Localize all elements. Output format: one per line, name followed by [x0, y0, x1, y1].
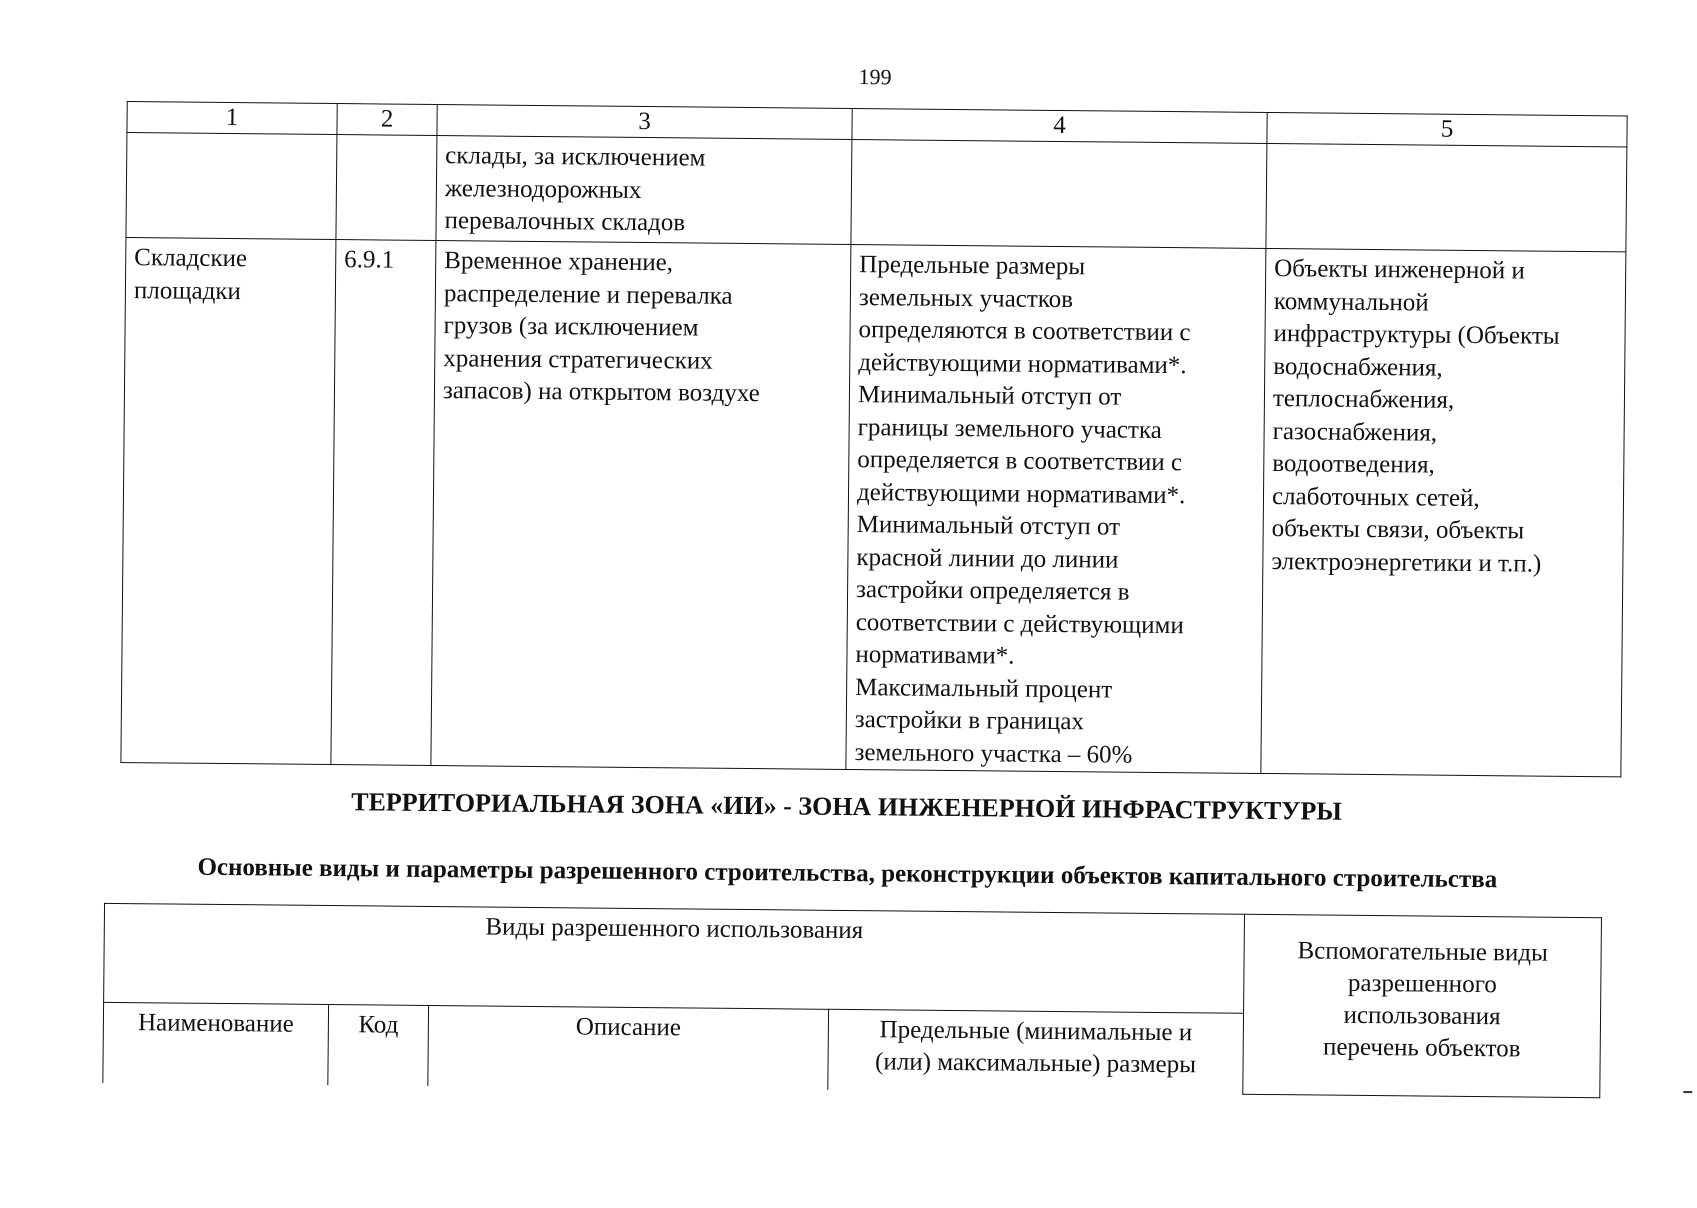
land-use-table — [120, 101, 1627, 777]
page-number: 199 — [858, 64, 892, 90]
cell-description: склады, за исключением железнодорожных перевалочных складов — [436, 136, 852, 245]
section-title: Основные виды и параметры разрешенного строительства, реконструкции объектов капитального строительства — [197, 853, 1498, 894]
column-number-1: 1 — [127, 102, 337, 135]
parameters-column-header: Предельные (минимальные и (или) максимальные) размеры — [828, 1009, 1244, 1093]
scan-edge-mark — [1683, 1091, 1692, 1093]
code-column-header: Код — [328, 1005, 429, 1086]
cell-code — [336, 135, 437, 241]
cell-name: Складские площадки — [121, 238, 336, 765]
table-header-row-group — [104, 903, 1602, 1016]
description-column-header: Описание — [428, 1005, 829, 1089]
column-number-4: 4 — [852, 108, 1267, 143]
column-number-5: 5 — [1267, 112, 1627, 146]
column-number-3: 3 — [437, 105, 852, 140]
table-row-continued — [126, 133, 1627, 252]
objects-list-label: перечень объектов — [1322, 1033, 1521, 1063]
cell-code: 6.9.1 — [331, 240, 436, 766]
auxiliary-uses-label: Вспомогательные виды разрешенного использования — [1297, 937, 1548, 1031]
cell-parameters: Предельные размеры земельных участков определяются в соответствии с действующими нормативами*. Минимальный отступ от границы земельного участка определяется в соответствии с действующими нормативами*. Минимальный отступ от красной линии до линии застройки определяется в соответствии с действующими нормативами*. Максимальный процент застройки в границах земельного участка – 60% — [846, 244, 1266, 773]
name-column-header: Наименование — [103, 1002, 329, 1085]
zone-title: ТЕРРИТОРИАЛЬНАЯ ЗОНА «ИИ» - ЗОНА ИНЖЕНЕРНОЙ ИНФРАСТРУКТУРЫ — [351, 787, 1342, 826]
cell-parameters — [851, 139, 1267, 248]
table-row-storage-areas — [121, 238, 1626, 777]
auxiliary-uses-header — [1243, 914, 1602, 1097]
cell-name — [126, 133, 337, 240]
zone-usage-table — [102, 903, 1602, 1098]
cell-description: Временное хранение, распределение и перевалка грузов (за исключением хранения стратегических запасов) на открытом воздухе — [431, 241, 851, 770]
cell-auxiliary: Объекты инженерной и коммунальной инфраструктуры (Объекты водоснабжения, теплоснабжения, газоснабжения, водоотведения, слаботочных сетей, объекты связи, объекты электроэнергетики и т.п.) — [1261, 248, 1626, 776]
permitted-uses-header: Виды разрешенного использования — [104, 903, 1245, 1013]
column-number-2: 2 — [337, 104, 437, 136]
cell-auxiliary — [1266, 143, 1627, 251]
